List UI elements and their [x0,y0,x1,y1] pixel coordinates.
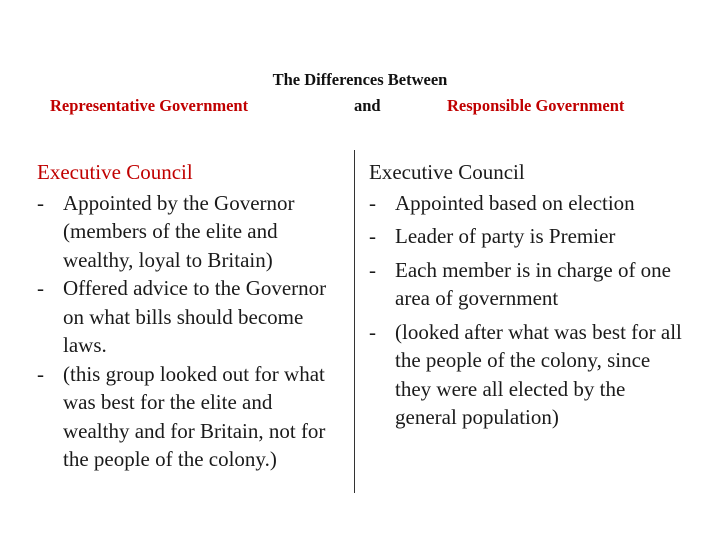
responsible-column [369,158,689,437]
column-divider [354,150,355,493]
list-item-text: Appointed based on election [395,190,635,215]
left-column-heading: Executive Council [37,160,193,184]
list-item [369,256,689,313]
representative-column [37,158,342,474]
bullet-dash: - [369,257,376,282]
bullet-dash: - [37,361,44,386]
list-item [369,189,689,218]
bullet-dash: - [369,224,376,248]
list-item [369,318,689,432]
bullet-dash: - [37,190,44,215]
list-item [37,189,342,275]
list-item-text: Offered advice to the Governor on what bills should become laws. [63,276,327,357]
list-item-text: Leader of party is Premier [395,224,616,248]
representative-government-label: Representative Government [50,96,249,115]
slide-title: The Differences Between [272,70,448,89]
and-connector: and [354,96,381,115]
list-item [37,360,342,474]
left-bullet-list [37,189,342,474]
list-item-text: Appointed by the Governor (members of the elite and wealthy, loyal to Britain) [63,190,295,272]
list-item [37,274,342,360]
bullet-dash: - [37,276,44,300]
list-item-text: (this group looked out for what was best for the elite and wealthy and for Britain, not for the people of the colony.) [63,361,326,471]
list-item-text: Each member is in charge of one area of government [395,257,672,310]
right-column-heading: Executive Council [369,160,525,184]
list-item [369,222,689,251]
list-item-text: (looked after what was best for all the people of the colony, since they were all elected by the general population) [395,319,682,429]
responsible-government-label: Responsible Government [447,96,625,115]
bullet-dash: - [369,319,376,344]
bullet-dash: - [369,190,376,215]
right-bullet-list [369,189,689,432]
